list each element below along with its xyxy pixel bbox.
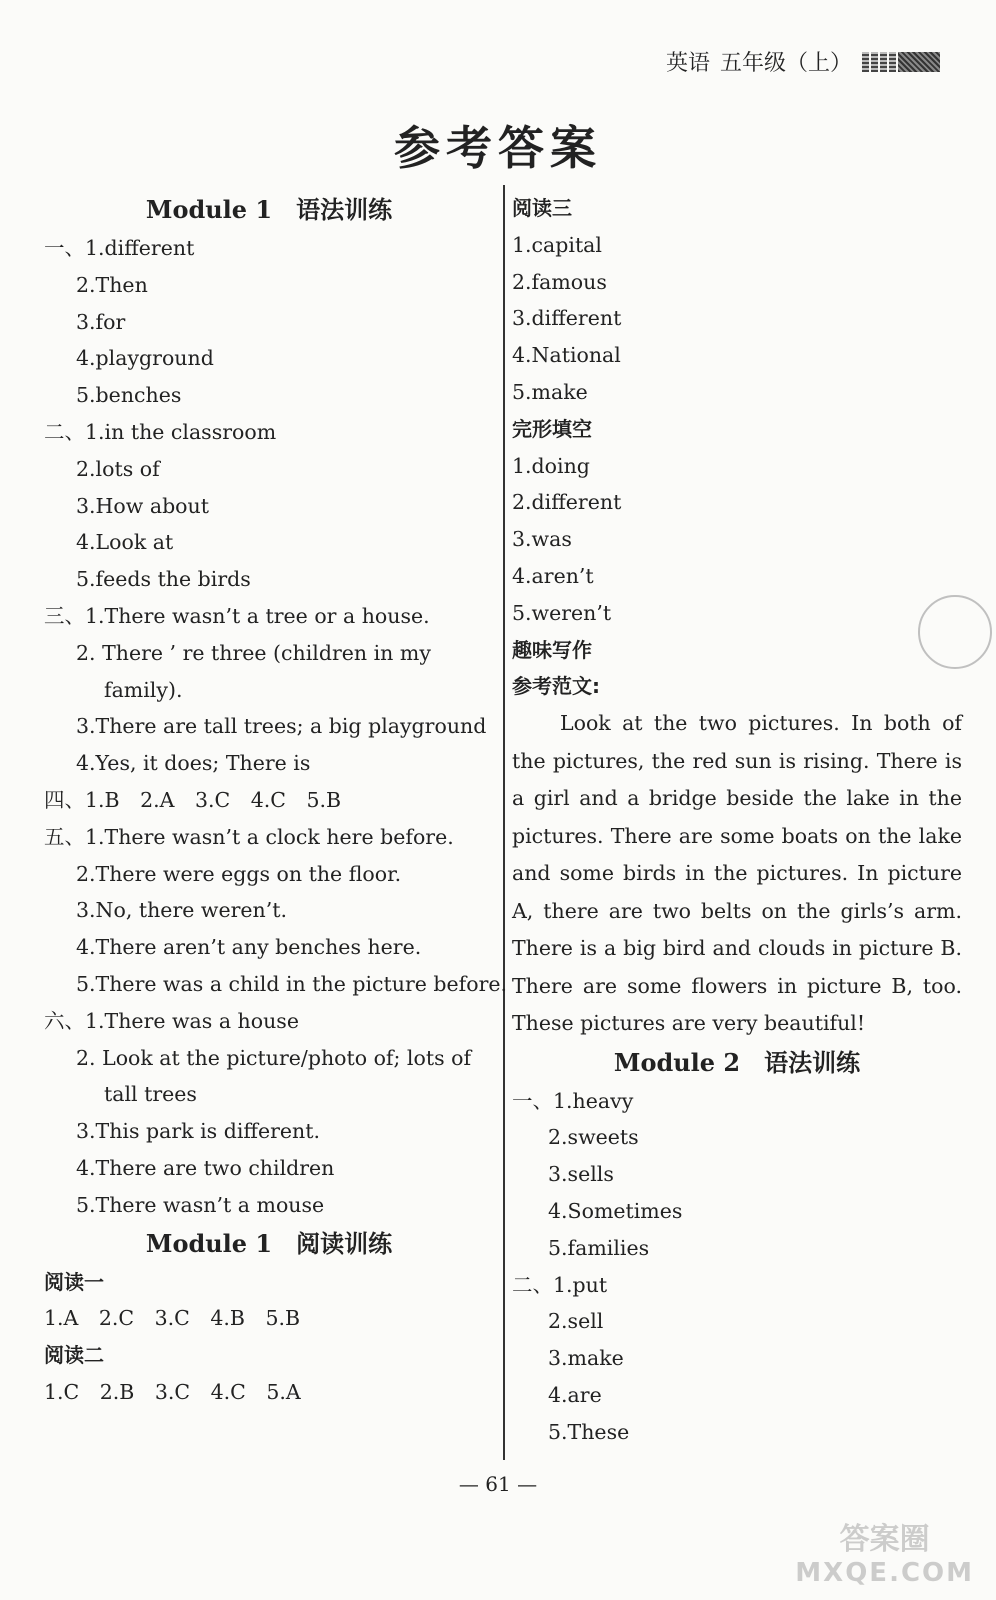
page-title: 参考答案: [394, 121, 602, 175]
watermark-logo: [795, 1514, 974, 1588]
watermark-text: 答案圈: [839, 1522, 930, 1557]
left-column: [44, 190, 508, 1411]
answer-line: 3.No, there weren’t.: [76, 898, 287, 923]
answer-line: 二、1.put: [512, 1272, 608, 1297]
answer-line: 5.There wasn’t a mouse: [76, 1192, 325, 1217]
answer-line: 2.famous: [512, 269, 607, 294]
answer-line: 3.was: [512, 527, 572, 552]
section-heading: 趣味写作: [512, 637, 592, 662]
section-heading: 完形填空: [512, 416, 592, 441]
answer-line: 2.There were eggs on the floor.: [76, 861, 402, 886]
answer-line: 2. Look at the picture/photo of; lots of: [76, 1045, 472, 1070]
answer-line: 一、1.different: [44, 236, 195, 260]
right-column: [512, 190, 962, 1451]
answer-line: 3.make: [548, 1346, 624, 1371]
answer-line: 4.National: [512, 343, 621, 368]
module-heading: Module 2 语法训练: [613, 1047, 861, 1077]
answer-line: 4.There aren’t any benches here.: [76, 935, 422, 960]
answer-line: 5.weren’t: [512, 600, 612, 625]
answer-line: 5.feeds the birds: [76, 567, 251, 592]
answer-line: 四、1.B 2.A 3.C 4.C 5.B: [44, 787, 342, 812]
answer-line: 5.There was a child in the picture before.: [76, 971, 508, 996]
answer-line: 4.playground: [76, 346, 214, 371]
module-heading: Module 1 阅读训练: [145, 1228, 393, 1258]
grade-label: 五年级（上）: [719, 51, 852, 76]
answer-line: 5.benches: [76, 383, 182, 408]
answer-line: 1.capital: [512, 232, 602, 257]
answer-line: 1.A 2.C 3.C 4.B 5.B: [44, 1306, 301, 1331]
answer-line: 3.There are tall trees; a big playground: [76, 714, 487, 739]
answer-line: 一、1.heavy: [512, 1088, 634, 1113]
answer-line: 4.aren’t: [512, 563, 594, 588]
answer-line: 2.sell: [548, 1309, 604, 1334]
answer-line: 4.Look at: [76, 530, 174, 555]
answer-line: 2.Then: [76, 272, 148, 297]
answer-line: 4.Sometimes: [548, 1199, 683, 1224]
answer-line: tall trees: [104, 1082, 197, 1107]
sample-essay: Look at the two pictures. In both of the pictures, the red sun is rising. There is a girl and a bridge beside the lake in the pictures. There are some boats on the lake and some birds in the pictures. In picture A, there are two belts on the girls’s arm. There is a big bird and clouds in picture B. There are some flowers in picture B, too. These pictures are very beautiful!: [512, 711, 962, 1036]
column-divider: [503, 185, 505, 1460]
answer-line: family).: [104, 677, 183, 702]
answer-line: 4.are: [548, 1383, 602, 1408]
answer-line: 4.Yes, it does; There is: [76, 751, 311, 776]
module-heading: Module 1 语法训练: [145, 195, 393, 224]
page-number: — 61 —: [458, 1472, 538, 1496]
subject-label: 英语: [665, 51, 710, 76]
answer-line: 2.lots of: [76, 456, 160, 481]
answer-line: 3.This park is different.: [76, 1119, 320, 1144]
section-heading: 参考范文:: [512, 674, 600, 699]
answer-line: 4.There are two children: [76, 1155, 335, 1180]
answer-line: 3.sells: [548, 1162, 614, 1187]
answer-line: 1.doing: [512, 453, 590, 478]
watermark-url: MXQE.COM: [795, 1558, 974, 1588]
answer-line: 1.C 2.B 3.C 4.C 5.A: [44, 1379, 301, 1404]
answer-line: 3.different: [512, 306, 622, 331]
stamp-seal: [918, 595, 992, 669]
section-heading: 阅读二: [44, 1343, 104, 1368]
answer-line: 2. There ’ re three (children in my: [76, 640, 431, 665]
header-decoration: [862, 52, 940, 72]
answer-line: 3.for: [76, 309, 126, 334]
answer-line: 2.different: [512, 490, 622, 515]
answer-line: 六、1.There was a house: [44, 1008, 299, 1033]
answer-line: 5.make: [512, 379, 588, 404]
section-heading: 阅读三: [512, 196, 572, 220]
answer-line: 2.sweets: [548, 1125, 639, 1150]
answer-line: 5.These: [548, 1419, 630, 1444]
answer-line: 3.How about: [76, 493, 209, 518]
answer-line: 二、1.in the classroom: [44, 419, 277, 444]
answer-line: 五、1.There wasn’t a clock here before.: [44, 824, 454, 849]
answer-line: 三、1.There wasn’t a tree or a house.: [44, 603, 430, 628]
section-heading: 阅读一: [44, 1269, 104, 1294]
answer-line: 5.families: [548, 1235, 650, 1260]
page-header: [666, 46, 940, 77]
